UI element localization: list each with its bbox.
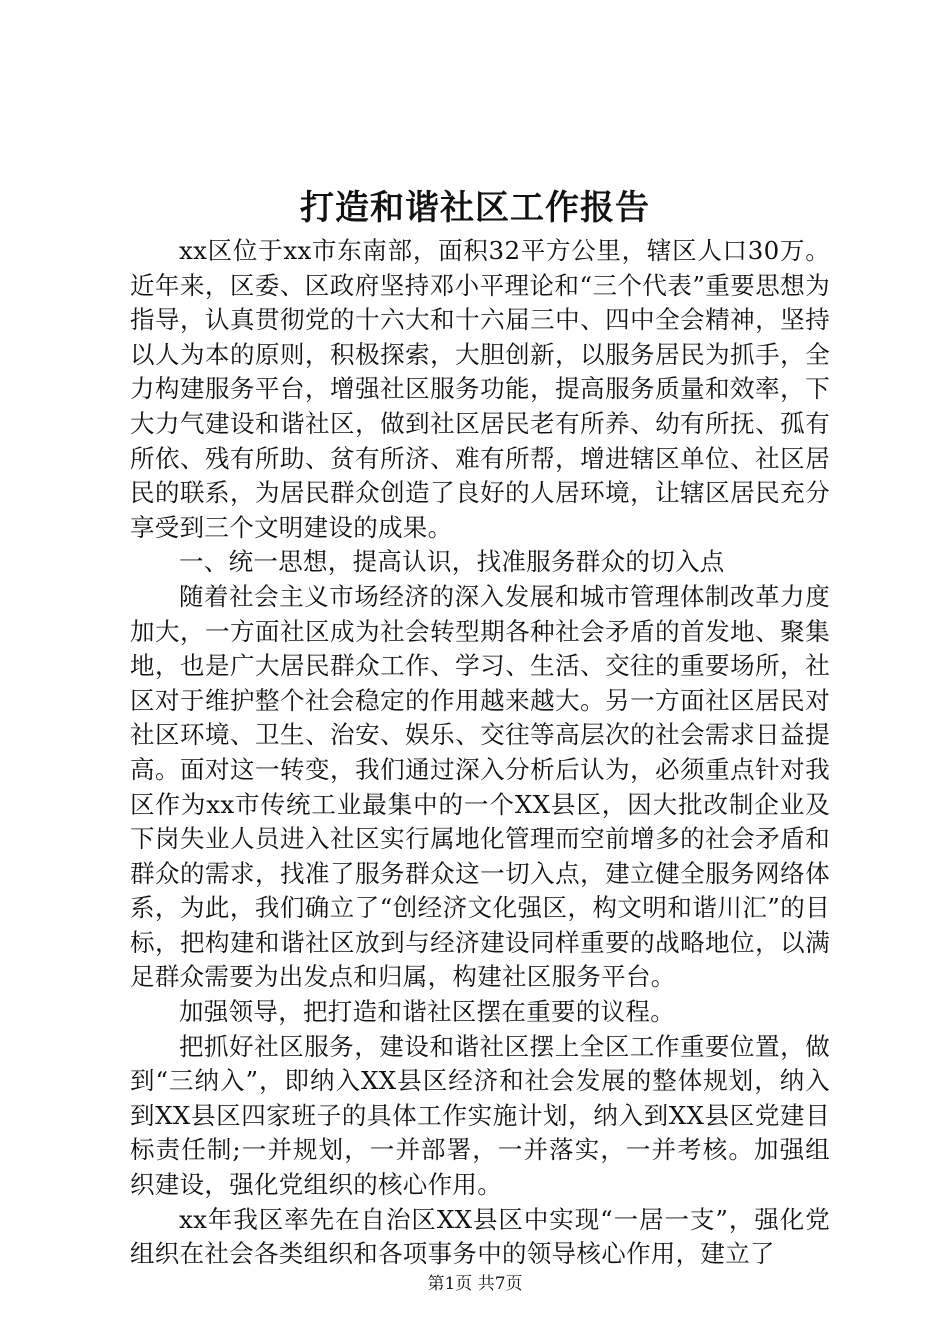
section-heading-1: 一、统一思想，提高认识，找准服务群众的切入点 xyxy=(179,547,725,577)
paragraph-party-organization: xx年我区率先在自治区XX县区中实现“一居一支”，强化党组织在社会各类组织和各项事务中的领导核心作用，建立了 xyxy=(130,1204,830,1269)
paragraph-intro: xx区位于xx市东南部，面积32平方公里，辖区人口30万。近年来，区委、区政府坚持邓小平理论和“三个代表”重要思想为指导，认真贯彻党的十六大和十六届三中、四中全会精神，坚持以人为本的原则，积极探索，大胆创新，以服务居民为抓手，全力构建服务平台，增强社区服务功能，提高服务质量和效率，下大力气建设和谐社区，做到社区居民老有所养、幼有所抚、孤有所依、残有所助、贫有所济、难有所帮，增进辖区单位、社区居民的联系，为居民群众创造了良好的人居环境，让辖区居民充分享受到三个文明建设的成果。 xyxy=(130,236,830,542)
page-number-footer: 第1页 共7页 xyxy=(427,1274,523,1294)
document-body xyxy=(130,234,830,1272)
paragraph-section-1: 随着社会主义市场经济的深入发展和城市管理体制改革力度加大，一方面社区成为社会转型期各种社会矛盾的首发地、聚集地，也是广大居民群众工作、学习、生活、交往的重要场所，社区对于维护整个社会稳定的作用越来越大。另一方面社区居民对社区环境、卫生、治安、娱乐、交往等高层次的社会需求日益提高。面对这一转变，我们通过深入分析后认为，必须重点针对我区作为xx市传统工业最集中的一个XX县区，因大批改制企业及下岗失业人员进入社区实行属地化管理而空前增多的社会矛盾和群众的需求，找准了服务群众这一切入点，建立健全服务网络体系，为此，我们确立了“创经济文化强区，构文明和谐川汇”的目标，把构建和谐社区放到与经济建设同样重要的战略地位，以满足群众需要为出发点和归属，构建社区服务平台。 xyxy=(130,581,830,992)
document-title: 打造和谐社区工作报告 xyxy=(300,188,650,228)
subheading-leadership: 加强领导，把打造和谐社区摆在重要的议程。 xyxy=(179,997,675,1027)
paragraph-three-inclusions: 把抓好社区服务，建设和谐社区摆上全区工作重要位置，做到“三纳入”，即纳入XX县区经济和社会发展的整体规划，纳入到XX县区四家班子的具体工作实施计划，纳入到XX县区党建目标责任制;一并规划，一并部署，一并落实，一并考核。加强组织建设，强化党组织的核心作用。 xyxy=(130,1031,830,1200)
